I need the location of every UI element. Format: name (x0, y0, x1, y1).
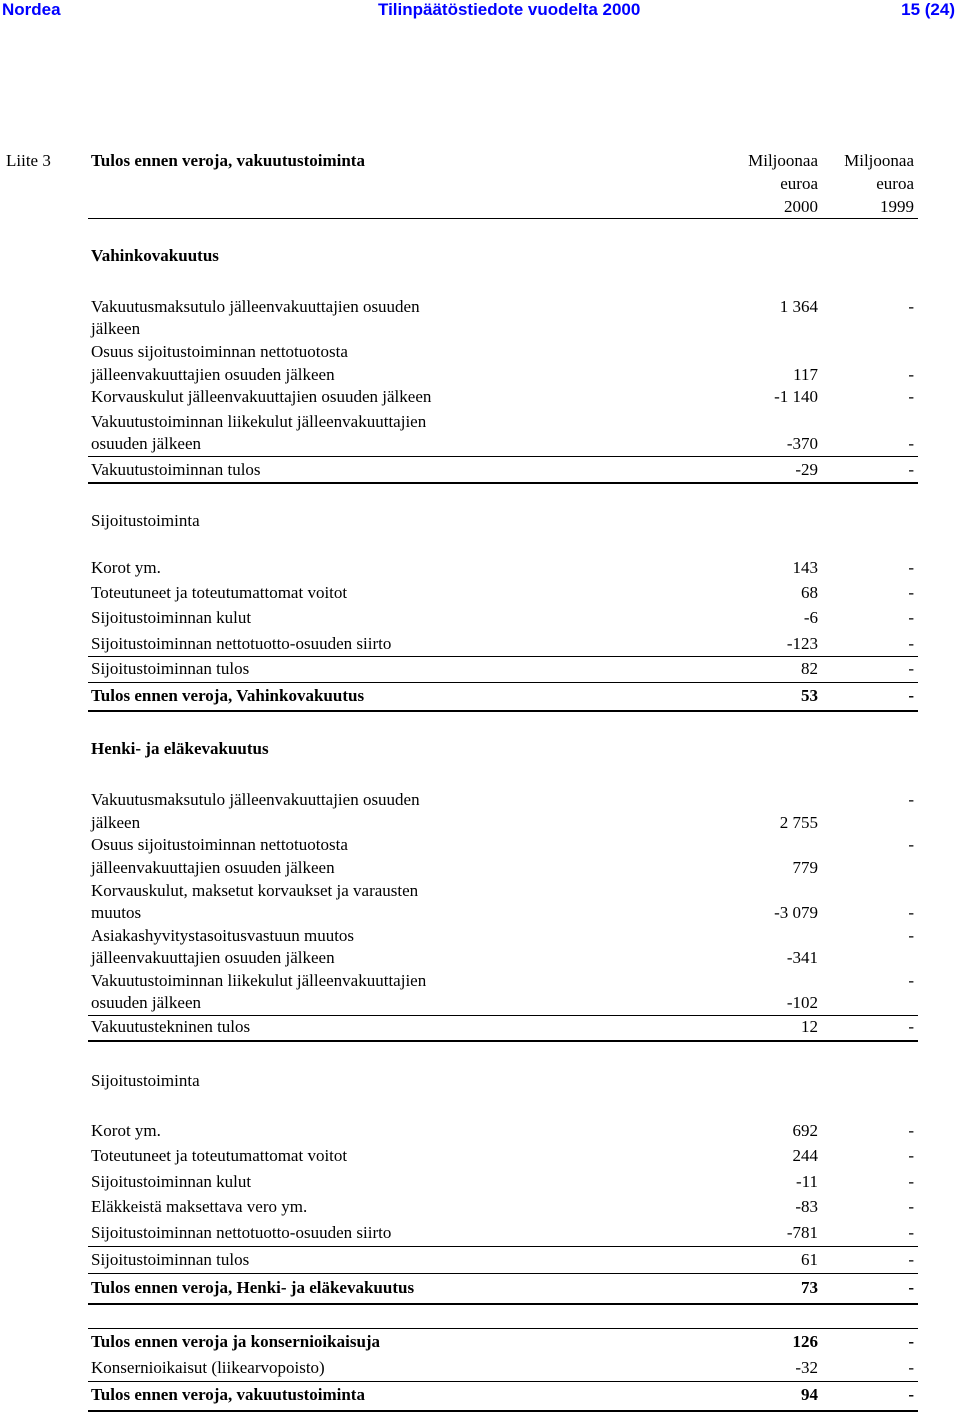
row-label: Osuus sijoitustoiminnan nettotuotosta (91, 835, 348, 854)
subtotal-row (91, 1249, 917, 1272)
table-row (91, 433, 917, 456)
column-header-row-2 (91, 173, 917, 196)
value-1999: - (908, 835, 914, 854)
value-1999: - (908, 1358, 914, 1377)
table-row (91, 992, 917, 1015)
section-heading-investment (91, 510, 917, 533)
table-row (91, 925, 917, 948)
row-label: Vakuutusmaksutulo jälleenvakuuttajien osuuden (91, 297, 420, 316)
row-label: Tulos ennen veroja ja konsernioikaisuja (91, 1332, 381, 1351)
value-1999: - (908, 790, 914, 809)
row-label: Eläkkeistä maksettava vero ym. (91, 1197, 308, 1216)
row-label: Sijoitustoiminnan nettotuotto-osuuden siirto (91, 634, 392, 653)
value-1999: - (908, 387, 914, 406)
value-1999: - (908, 1121, 914, 1140)
col2-header-line1: Miljoonaa (844, 151, 914, 170)
table-row (91, 341, 917, 364)
table-title: Tulos ennen veroja, vakuutustoiminta (91, 151, 365, 170)
table-row (91, 880, 917, 903)
value-2000: 143 (792, 558, 818, 577)
value-2000: 2 755 (779, 813, 818, 832)
value-2000: 126 (792, 1332, 818, 1351)
row-label: Vahinkovakuutus (91, 246, 219, 265)
table-row (91, 364, 917, 387)
value-1999: - (908, 1146, 914, 1165)
col2-header-year: 1999 (880, 197, 914, 216)
table-row (91, 812, 917, 835)
value-1999: - (908, 903, 914, 922)
value-1999: - (908, 1197, 914, 1216)
row-label: Sijoitustoiminnan tulos (91, 1250, 250, 1269)
row-label: Sijoitustoiminta (91, 511, 200, 530)
value-2000: 53 (801, 686, 818, 705)
row-label: Sijoitustoiminnan nettotuotto-osuuden siirto (91, 1223, 392, 1242)
value-2000: -32 (795, 1358, 818, 1377)
table-row (91, 1222, 917, 1245)
value-1999: - (908, 634, 914, 653)
value-1999: - (908, 686, 914, 705)
document-title: Tilinpäätöstiedote vuodelta 2000 (378, 0, 641, 19)
row-label: Vakuutustoiminnan liikekulut jälleenvakuuttajien (91, 412, 427, 431)
value-1999: - (908, 460, 914, 479)
table-row (91, 902, 917, 925)
value-2000: -1 140 (774, 387, 818, 406)
value-2000: -781 (786, 1223, 818, 1242)
value-1999: - (908, 1332, 914, 1351)
row-label: Sijoitustoiminnan tulos (91, 659, 250, 678)
table-row (91, 582, 917, 605)
value-2000: 1 364 (779, 297, 818, 316)
table-row (91, 633, 917, 656)
table-row (91, 1145, 917, 1168)
total-row-non-life (91, 685, 917, 708)
value-2000: -29 (795, 460, 818, 479)
value-2000: 82 (801, 659, 818, 678)
summary-row-before-adjustments (91, 1331, 917, 1354)
row-label: Toteutuneet ja toteutumattomat voitot (91, 1146, 348, 1165)
row-label: Vakuutustekninen tulos (91, 1017, 251, 1036)
column-header-row-1 (91, 150, 917, 173)
row-label: Tulos ennen veroja, vakuutustoiminta (91, 1385, 365, 1404)
row-label: Vakuutusmaksutulo jälleenvakuuttajien osuuden (91, 790, 420, 809)
row-label: jälkeen (91, 813, 141, 832)
table-row (91, 386, 917, 409)
table-row (91, 857, 917, 880)
row-label: Henki- ja eläkevakuutus (91, 739, 269, 758)
value-2000: -102 (786, 993, 818, 1012)
value-2000: 61 (801, 1250, 818, 1269)
note-label: Liite 3 (6, 151, 51, 170)
table-row (91, 411, 917, 434)
table-row (91, 318, 917, 341)
row-label: Sijoitustoiminta (91, 1071, 200, 1090)
value-2000: -370 (786, 434, 818, 453)
table-row (91, 789, 917, 812)
value-1999: - (908, 608, 914, 627)
col1-header-line1: Miljoonaa (748, 151, 818, 170)
value-1999: - (908, 365, 914, 384)
value-1999: - (908, 1385, 914, 1404)
value-2000: 117 (793, 365, 818, 384)
table-row (91, 947, 917, 970)
value-1999: - (908, 926, 914, 945)
table-row (91, 970, 917, 993)
value-2000: 12 (801, 1017, 818, 1036)
value-2000: 94 (801, 1385, 818, 1404)
table-row (91, 607, 917, 630)
value-2000: -3 079 (774, 903, 818, 922)
value-2000: -11 (795, 1172, 818, 1191)
subtotal-row (91, 459, 917, 482)
summary-row-total (91, 1384, 917, 1407)
row-label: jälleenvakuuttajien osuuden jälkeen (91, 948, 335, 967)
col1-header-year: 2000 (784, 197, 818, 216)
row-label: Asiakashyvitystasoitusvastuun muutos (91, 926, 355, 945)
company-name: Nordea (2, 0, 61, 19)
row-label: jälleenvakuuttajien osuuden jälkeen (91, 858, 335, 877)
table-row (91, 296, 917, 319)
value-1999: - (908, 297, 914, 316)
header-rule (88, 218, 918, 219)
row-label: Korvauskulut, maksetut korvaukset ja varausten (91, 881, 419, 900)
row-label: jälleenvakuuttajien osuuden jälkeen (91, 365, 335, 384)
value-2000: -83 (795, 1197, 818, 1216)
table-row (91, 1171, 917, 1194)
row-label: Vakuutustoiminnan liikekulut jälleenvakuuttajien (91, 971, 427, 990)
value-1999: - (908, 659, 914, 678)
section-heading-life (91, 738, 917, 761)
summary-row-adjustments (91, 1357, 917, 1380)
value-1999: - (908, 434, 914, 453)
row-label: Korvauskulut jälleenvakuuttajien osuuden jälkeen (91, 387, 432, 406)
table-row (91, 834, 917, 857)
page-header (0, 0, 960, 24)
subtotal-row (91, 1016, 917, 1039)
value-1999: - (908, 971, 914, 990)
value-2000: -6 (803, 608, 818, 627)
row-label: Korot ym. (91, 558, 161, 577)
value-1999: - (908, 583, 914, 602)
col2-header-line2: euroa (876, 174, 914, 193)
section-heading-non-life (91, 245, 917, 268)
row-label: Toteutuneet ja toteutumattomat voitot (91, 583, 348, 602)
table-row (91, 1120, 917, 1143)
value-2000: 73 (801, 1278, 818, 1297)
row-label: Tulos ennen veroja, Henki- ja eläkevakuutus (91, 1278, 415, 1297)
table-row (91, 1196, 917, 1219)
value-1999: - (908, 1278, 914, 1297)
value-2000: -123 (786, 634, 818, 653)
value-1999: - (908, 1017, 914, 1036)
section-heading-investment (91, 1070, 917, 1093)
value-1999: - (908, 1223, 914, 1242)
row-label: osuuden jälkeen (91, 434, 201, 453)
row-label: jälkeen (91, 319, 141, 338)
row-label: Sijoitustoiminnan kulut (91, 1172, 252, 1191)
value-2000: 779 (792, 858, 818, 877)
row-label: Konsernioikaisut (liikearvopoisto) (91, 1358, 325, 1377)
row-label: muutos (91, 903, 142, 922)
value-2000: 692 (792, 1121, 818, 1140)
value-1999: - (908, 1250, 914, 1269)
row-label: Osuus sijoitustoiminnan nettotuotosta (91, 342, 348, 361)
row-label: Sijoitustoiminnan kulut (91, 608, 252, 627)
row-label: osuuden jälkeen (91, 993, 201, 1012)
column-header-row-3 (91, 196, 917, 219)
col1-header-line2: euroa (780, 174, 818, 193)
value-2000: -341 (786, 948, 818, 967)
total-row-life (91, 1277, 917, 1300)
row-label: Vakuutustoiminnan tulos (91, 460, 261, 479)
value-1999: - (908, 1172, 914, 1191)
subtotal-row (91, 658, 917, 681)
value-1999: - (908, 558, 914, 577)
value-2000: 68 (801, 583, 818, 602)
page-number: 15 (24) (901, 0, 955, 19)
row-label: Korot ym. (91, 1121, 161, 1140)
row-label: Tulos ennen veroja, Vahinkovakuutus (91, 686, 365, 705)
value-2000: 244 (792, 1146, 818, 1165)
table-row (91, 557, 917, 580)
